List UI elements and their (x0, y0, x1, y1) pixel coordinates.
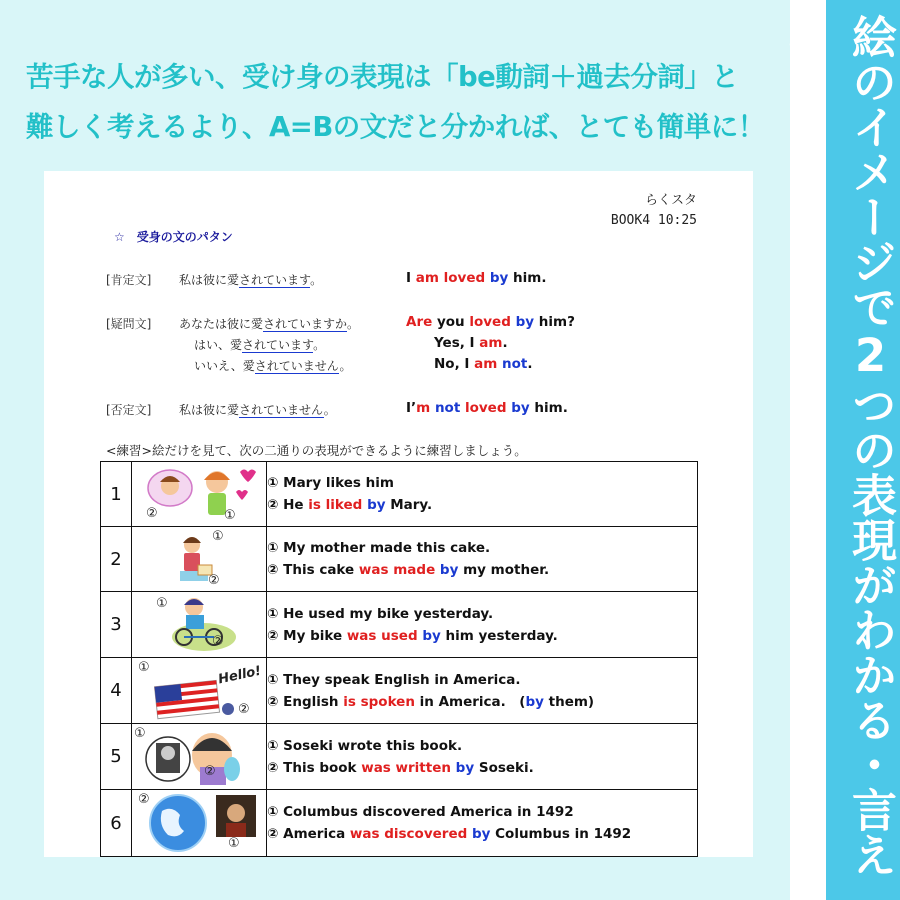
book-label: BOOK4 10:25 (610, 213, 697, 228)
headline-line-2: 難しく考えるより、A=Bの文だと分かれば、とても簡単に！ (26, 111, 765, 143)
negative-jp: 私は彼に愛されていません。 (179, 403, 336, 417)
globe-icon (132, 791, 266, 855)
side-panel (774, 0, 900, 900)
table-row (101, 724, 698, 790)
yes-jp: はい、愛されています。 (194, 338, 326, 352)
sentence-cell: ① Columbus discovered America in 1492 ② America was discovered by Columbus in 1492 (267, 790, 698, 857)
brand-label: らくスタ (644, 193, 697, 208)
badge-2: ② (212, 634, 224, 649)
table-row (101, 527, 698, 592)
row-number: 3 (101, 592, 132, 658)
badge-2: ② (238, 702, 250, 717)
affirmative-jp: 私は彼に愛されています。 (179, 273, 323, 287)
boy-bike-icon (132, 593, 266, 657)
question-en: Are you loved by him? (406, 314, 575, 330)
no-jp: いいえ、愛されていません。 (194, 359, 352, 373)
question-jp: あなたは彼に愛されていますか。 (179, 317, 360, 331)
negative-en: I’m not loved by him. (406, 400, 568, 416)
badge-1: ① (212, 529, 224, 544)
sentence-cell: ① They speak English in America. ② English is spoken in America. (by them) (267, 658, 698, 724)
practice-intro: <練習>絵だけを見て、次の二通りの表現ができるように練習しましょう。 (106, 443, 527, 458)
sentence-cell: ① Soseki wrote this book. ② This book was written by Soseki. (267, 724, 698, 790)
badge-2: ② (204, 764, 216, 779)
badge-2: ② (208, 573, 220, 588)
pattern-title: ☆ 受身の文のパタン (114, 230, 233, 244)
badge-1: ① (134, 726, 146, 741)
sentence-cell: ① Mary likes him ② He is liked by Mary. (267, 462, 698, 527)
table-row (101, 658, 698, 724)
practice-table (100, 461, 698, 857)
side-title: 絵のイメージで2つの表現がわかる・言える (774, 14, 897, 877)
badge-2: ② (146, 506, 158, 521)
affirmative-tag: [肯定文] (106, 273, 152, 287)
illustration-boy-bike (132, 592, 267, 658)
table-row (101, 592, 698, 658)
illustration-mother-cake (132, 527, 267, 592)
illustration-girl-heart (132, 462, 267, 527)
no-en: No, I am not. (434, 356, 533, 372)
negative-tag: [否定文] (106, 403, 152, 417)
yes-en: Yes, I am. (434, 335, 508, 351)
badge-1: ① (156, 596, 168, 611)
headline-line-1: 苦手な人が多い、受け身の表現は「be動詞＋過去分詞」と (26, 61, 739, 93)
badge-2: ② (138, 792, 150, 807)
badge-1: ① (228, 836, 240, 851)
affirmative-en: I am loved by him. (406, 270, 547, 286)
row-number: 2 (101, 527, 132, 592)
question-tag: [疑問文] (106, 317, 152, 331)
sentence-cell: ① He used my bike yesterday. ② My bike was used by him yesterday. (267, 592, 698, 658)
mother-cake-icon (132, 527, 266, 591)
badge-1: ① (224, 508, 236, 523)
illustration-soseki-book (132, 724, 267, 790)
row-number: 6 (101, 790, 132, 857)
table-row (101, 790, 698, 857)
illustration-globe-columbus (132, 790, 267, 857)
badge-1: ① (138, 660, 150, 675)
row-number: 1 (101, 462, 132, 527)
row-number: 5 (101, 724, 132, 790)
sentence-cell: ① My mother made this cake. ② This cake was made by my mother. (267, 527, 698, 592)
headline (26, 52, 786, 152)
hello-label: Hello! (216, 663, 263, 688)
table-row (101, 462, 698, 527)
side-panel-divider (820, 0, 826, 900)
soseki-portrait-icon (132, 725, 266, 789)
worksheet (44, 171, 753, 857)
row-number: 4 (101, 658, 132, 724)
illustration-flag-hello (132, 658, 267, 724)
